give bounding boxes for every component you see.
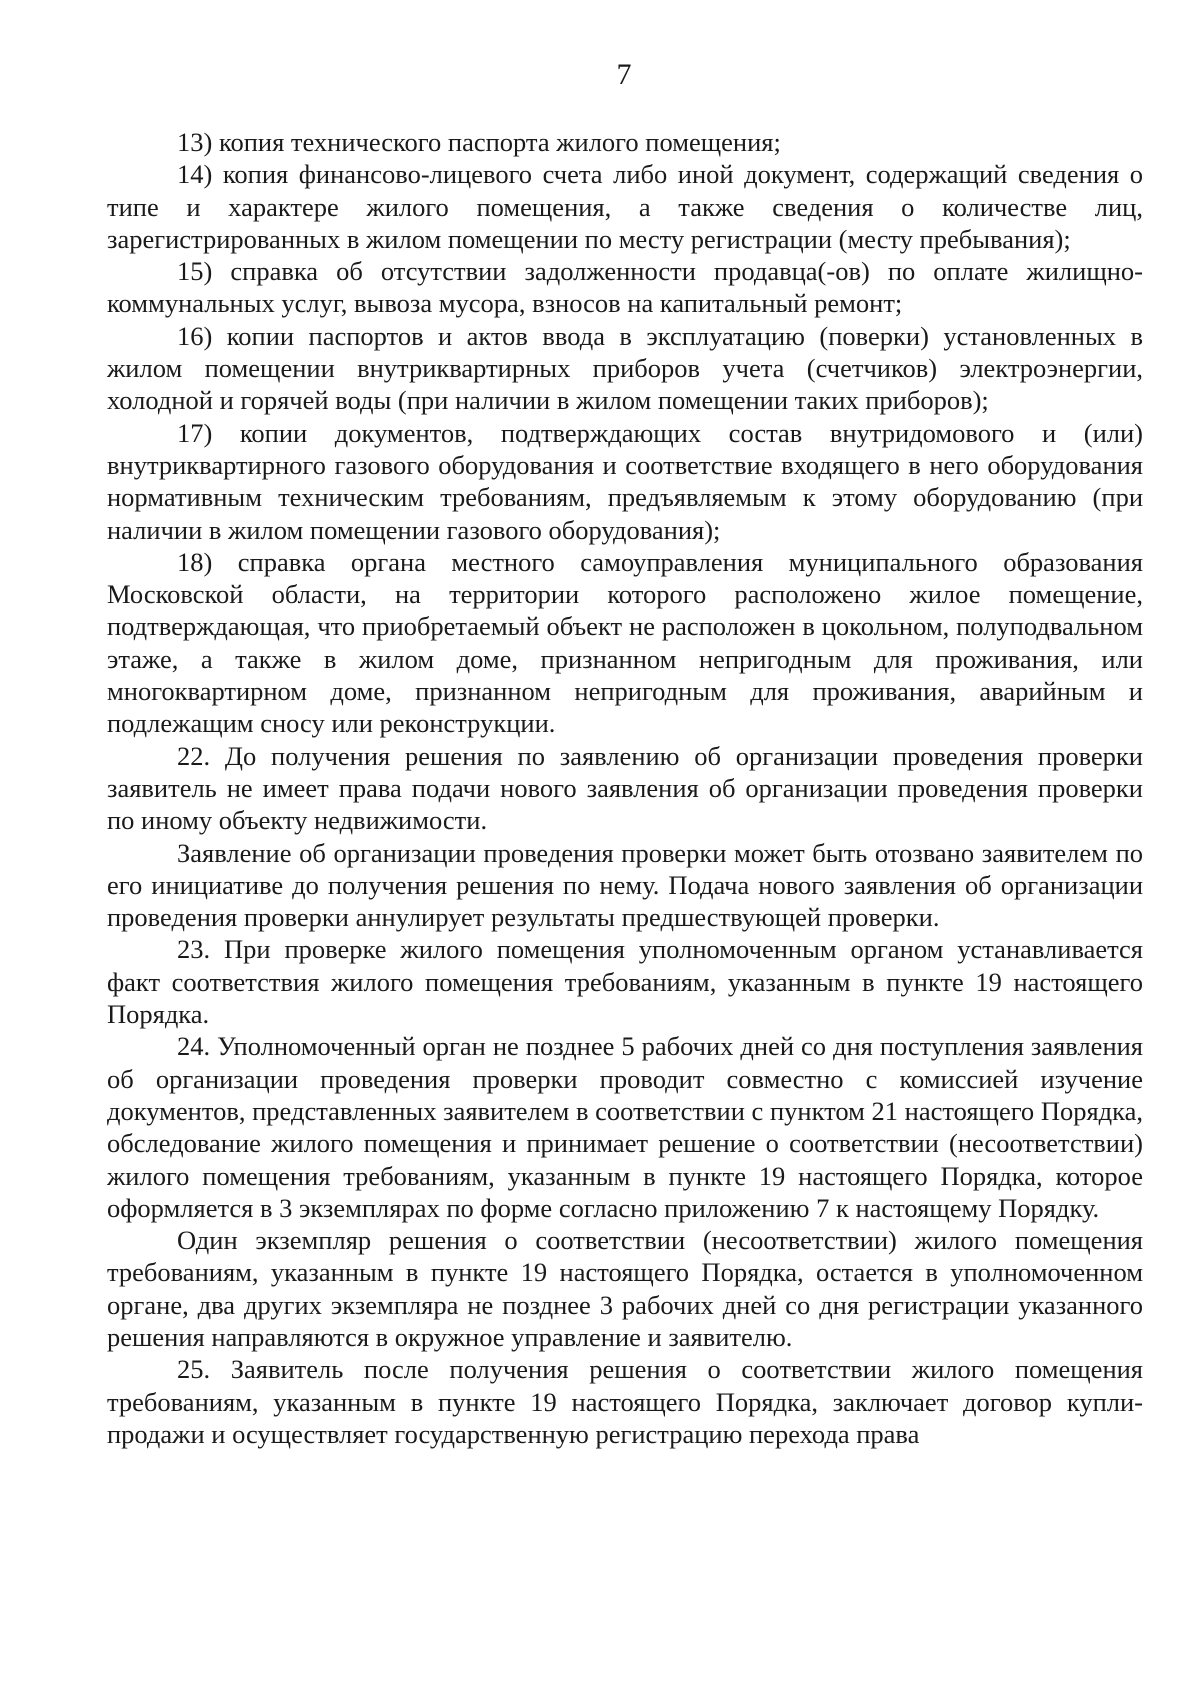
list-item-14: 14) копия финансово-лицевого счета либо иной документ, содержащий сведения о типе и характере жилого помещения, а также сведения о количестве лиц, зарегистрированных в жилом помещении по месту регистрации (месту пребывания); bbox=[107, 159, 1143, 254]
list-item-17: 17) копии документов, подтверждающих состав внутридомового и (или) внутриквартирного газового оборудования и соответствие входящего в него оборудования нормативным техническим требованиям, предъявляемым к этому оборудованию (при наличии в жилом помещении газового оборудования); bbox=[107, 417, 1143, 545]
list-item-13: 13) копия технического паспорта жилого помещения; bbox=[177, 127, 781, 157]
clause-24: 24. Уполномоченный орган не позднее 5 рабочих дней со дня поступления заявления об организации проведения проверки проводит совместно с комиссией изучение документов, представленных заявителем в соответствии с пунктом 21 настоящего Порядка, обследование жилого помещения и принимает решение о соответствии (несоответствии) жилого помещения требованиям, указанным в пункте 19 настоящего Порядка, которое оформляется в 3 экземплярах по форме согласно приложению 7 к настоящему Порядку. bbox=[107, 1031, 1143, 1223]
list-item-16: 16) копии паспортов и актов ввода в эксплуатацию (поверки) установленных в жилом помещении внутриквартирных приборов учета (счетчиков) электроэнергии, холодной и горячей воды (при наличии в жилом помещении таких приборов); bbox=[107, 320, 1143, 416]
clause-25: 25. Заявитель после получения решения о соответствии жилого помещения требованиям, указанным в пункте 19 настоящего Порядка, заключает договор купли-продажи и осуществляет государственную регистрацию перехода права bbox=[107, 1354, 1143, 1449]
list-item-18: 18) справка органа местного самоуправления муниципального образования Московской области, на территории которого расположено жилое помещение, подтверждающая, что приобретаемый объект не расположен в цокольном, полуподвальном этаже, а также в жилом доме, признанном непригодным для проживания, или многоквартирном доме, признанном непригодным для проживания, аварийным и подлежащим сносу или реконструкции. bbox=[107, 546, 1143, 739]
clause-23: 23. При проверке жилого помещения уполномоченным органом устанавливается факт соответствия жилого помещения требованиям, указанным в пункте 19 настоящего Порядка. bbox=[107, 934, 1143, 1030]
document-body bbox=[107, 126, 1143, 1450]
page-number: 7 bbox=[616, 58, 632, 91]
list-item-15: 15) справка об отсутствии задолженности продавца(-ов) по оплате жилищно-коммунальных услуг, вывоза мусора, взносов на капитальный ремонт; bbox=[107, 256, 1143, 319]
clause-24-paragraph-2: Один экземпляр решения о соответствии (несоответствии) жилого помещения требованиям, указанным в пункте 19 настоящего Порядка, остается в уполномоченном органе, два других экземпляра не позднее 3 рабочих дней со дня регистрации указанного решения направляются в окружное управление и заявителю. bbox=[107, 1225, 1143, 1352]
clause-22: 22. До получения решения по заявлению об организации проведения проверки заявитель не имеет права подачи нового заявления об организации проведения проверки по иному объекту недвижимости. bbox=[107, 740, 1143, 836]
clause-22-paragraph-2: Заявление об организации проведения проверки может быть отозвано заявителем по его инициативе до получения решения по нему. Подача нового заявления об организации проведения проверки аннулирует результаты предшествующей проверки. bbox=[107, 837, 1143, 933]
